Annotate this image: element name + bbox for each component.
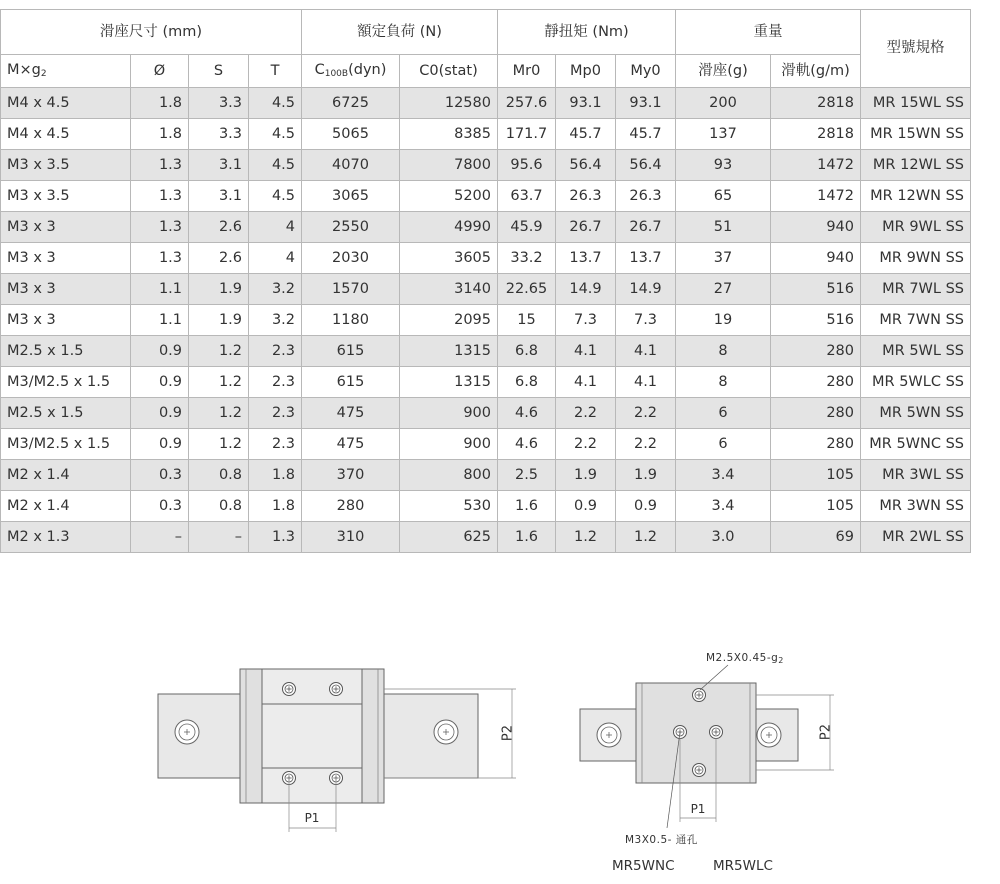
slider-screw-icon	[710, 726, 723, 739]
cell-slider-weight: 6	[676, 398, 771, 429]
col-mr0: Mr0	[498, 55, 556, 88]
cell-rail-weight: 105	[771, 460, 861, 491]
cell-c-dyn: 1570	[302, 274, 400, 305]
cell-t: 1.8	[249, 491, 302, 522]
cell-phi: 0.9	[131, 398, 189, 429]
cell-rail-weight: 280	[771, 429, 861, 460]
cell-mp0: 2.2	[556, 429, 616, 460]
cell-c-dyn: 3065	[302, 181, 400, 212]
cell-my0: 45.7	[616, 119, 676, 150]
cell-mr0: 4.6	[498, 429, 556, 460]
col-mxg2: M×g2	[1, 55, 131, 88]
cell-model: MR 15WN SS	[861, 119, 971, 150]
cell-rail-weight: 280	[771, 398, 861, 429]
cell-t: 4	[249, 212, 302, 243]
cell-my0: 1.9	[616, 460, 676, 491]
cell-my0: 7.3	[616, 305, 676, 336]
cell-phi: 1.8	[131, 88, 189, 119]
cell-mr0: 2.5	[498, 460, 556, 491]
cell-s: 1.2	[189, 367, 249, 398]
cell-model: MR 9WL SS	[861, 212, 971, 243]
cell-my0: 2.2	[616, 398, 676, 429]
cell-my0: 4.1	[616, 367, 676, 398]
cell-model: MR 9WN SS	[861, 243, 971, 274]
cell-model: MR 15WL SS	[861, 88, 971, 119]
cell-c-dyn: 615	[302, 336, 400, 367]
cell-c-dyn: 310	[302, 522, 400, 553]
cell-phi: 0.9	[131, 367, 189, 398]
cell-t: 4	[249, 243, 302, 274]
cell-c0-stat: 8385	[400, 119, 498, 150]
cell-c-dyn: 2030	[302, 243, 400, 274]
cell-c0-stat: 3140	[400, 274, 498, 305]
cell-model: MR 2WL SS	[861, 522, 971, 553]
cell-t: 2.3	[249, 429, 302, 460]
cell-s: 3.3	[189, 88, 249, 119]
cell-my0: 56.4	[616, 150, 676, 181]
cell-mxg2: M3 x 3	[1, 305, 131, 336]
cell-rail-weight: 2818	[771, 88, 861, 119]
group-weight: 重量	[676, 10, 861, 55]
group-model: 型號規格	[861, 10, 971, 88]
cell-slider-weight: 37	[676, 243, 771, 274]
cell-c0-stat: 900	[400, 429, 498, 460]
cell-mr0: 6.8	[498, 367, 556, 398]
group-rated-load: 額定負荷 (N)	[302, 10, 498, 55]
cell-mr0: 257.6	[498, 88, 556, 119]
cell-c-dyn: 4070	[302, 150, 400, 181]
cell-t: 2.3	[249, 336, 302, 367]
cell-mp0: 0.9	[556, 491, 616, 522]
cell-my0: 4.1	[616, 336, 676, 367]
cell-model: MR 5WL SS	[861, 336, 971, 367]
cell-my0: 1.2	[616, 522, 676, 553]
cell-mp0: 26.7	[556, 212, 616, 243]
group-static-moment: 靜扭矩 (Nm)	[498, 10, 676, 55]
cell-mxg2: M2.5 x 1.5	[1, 398, 131, 429]
cell-slider-weight: 3.4	[676, 491, 771, 522]
cell-slider-weight: 137	[676, 119, 771, 150]
cell-c0-stat: 12580	[400, 88, 498, 119]
cell-rail-weight: 1472	[771, 181, 861, 212]
cell-mr0: 45.9	[498, 212, 556, 243]
cell-c0-stat: 4990	[400, 212, 498, 243]
cell-c0-stat: 625	[400, 522, 498, 553]
cell-my0: 93.1	[616, 88, 676, 119]
cell-s: 2.6	[189, 212, 249, 243]
cell-my0: 2.2	[616, 429, 676, 460]
cell-c-dyn: 2550	[302, 212, 400, 243]
cell-rail-weight: 516	[771, 274, 861, 305]
cell-s: –	[189, 522, 249, 553]
cell-mxg2: M3/M2.5 x 1.5	[1, 429, 131, 460]
cell-c-dyn: 615	[302, 367, 400, 398]
cell-mp0: 45.7	[556, 119, 616, 150]
cell-s: 1.9	[189, 274, 249, 305]
cell-rail-weight: 2818	[771, 119, 861, 150]
slider-screw-icon	[330, 683, 343, 696]
cell-phi: 1.8	[131, 119, 189, 150]
cell-c-dyn: 475	[302, 398, 400, 429]
col-t: T	[249, 55, 302, 88]
col-mp0: Mp0	[556, 55, 616, 88]
cell-mr0: 4.6	[498, 398, 556, 429]
cell-mr0: 33.2	[498, 243, 556, 274]
cell-t: 1.8	[249, 460, 302, 491]
cell-phi: 1.3	[131, 212, 189, 243]
cell-mp0: 4.1	[556, 367, 616, 398]
cell-t: 3.2	[249, 274, 302, 305]
cell-s: 0.8	[189, 491, 249, 522]
cell-mr0: 22.65	[498, 274, 556, 305]
cell-c0-stat: 900	[400, 398, 498, 429]
cell-s: 1.2	[189, 336, 249, 367]
col-my0: My0	[616, 55, 676, 88]
cell-mp0: 1.9	[556, 460, 616, 491]
cell-slider-weight: 3.0	[676, 522, 771, 553]
cell-c-dyn: 1180	[302, 305, 400, 336]
cell-s: 3.1	[189, 181, 249, 212]
cell-slider-weight: 19	[676, 305, 771, 336]
cell-mp0: 7.3	[556, 305, 616, 336]
cell-rail-weight: 280	[771, 367, 861, 398]
left-drawing	[158, 669, 516, 832]
slider-screw-icon	[693, 764, 706, 777]
cell-mr0: 1.6	[498, 522, 556, 553]
cell-rail-weight: 1472	[771, 150, 861, 181]
cell-t: 2.3	[249, 398, 302, 429]
cell-c-dyn: 6725	[302, 88, 400, 119]
cell-c0-stat: 800	[400, 460, 498, 491]
cell-my0: 13.7	[616, 243, 676, 274]
cell-c0-stat: 530	[400, 491, 498, 522]
cell-rail-weight: 940	[771, 243, 861, 274]
right-hole-note: M3X0.5- 通孔	[625, 834, 698, 846]
cell-c-dyn: 475	[302, 429, 400, 460]
col-c-dyn: C100B(dyn)	[302, 55, 400, 88]
cell-s: 3.1	[189, 150, 249, 181]
cell-mr0: 95.6	[498, 150, 556, 181]
cell-slider-weight: 3.4	[676, 460, 771, 491]
cell-model: MR 3WN SS	[861, 491, 971, 522]
cell-mxg2: M3 x 3	[1, 274, 131, 305]
cell-s: 1.2	[189, 398, 249, 429]
cell-s: 3.3	[189, 119, 249, 150]
cell-rail-weight: 69	[771, 522, 861, 553]
cell-s: 1.2	[189, 429, 249, 460]
rail-hole-icon	[434, 720, 458, 744]
col-slider-weight: 滑座(g)	[676, 55, 771, 88]
cell-mp0: 26.3	[556, 181, 616, 212]
cell-t: 4.5	[249, 88, 302, 119]
cell-c0-stat: 1315	[400, 336, 498, 367]
cell-slider-weight: 8	[676, 336, 771, 367]
cell-mxg2: M2.5 x 1.5	[1, 336, 131, 367]
cell-t: 4.5	[249, 119, 302, 150]
cell-model: MR 5WNC SS	[861, 429, 971, 460]
cell-rail-weight: 105	[771, 491, 861, 522]
cell-t: 2.3	[249, 367, 302, 398]
slider-screw-icon	[693, 689, 706, 702]
cell-phi: 0.3	[131, 460, 189, 491]
cell-mp0: 4.1	[556, 336, 616, 367]
col-rail-weight: 滑軌(g/m)	[771, 55, 861, 88]
cell-mr0: 6.8	[498, 336, 556, 367]
cell-mr0: 171.7	[498, 119, 556, 150]
cell-model: MR 12WN SS	[861, 181, 971, 212]
cell-t: 1.3	[249, 522, 302, 553]
cell-model: MR 5WN SS	[861, 398, 971, 429]
rail-hole-icon	[175, 720, 199, 744]
cell-phi: 1.1	[131, 274, 189, 305]
left-p1-label: P1	[304, 811, 320, 825]
cell-mp0: 1.2	[556, 522, 616, 553]
cell-slider-weight: 51	[676, 212, 771, 243]
cell-mxg2: M3 x 3.5	[1, 181, 131, 212]
cell-s: 1.9	[189, 305, 249, 336]
cell-slider-weight: 27	[676, 274, 771, 305]
cell-c0-stat: 7800	[400, 150, 498, 181]
cell-phi: 1.1	[131, 305, 189, 336]
col-c0-stat: C0(stat)	[400, 55, 498, 88]
cell-mxg2: M2 x 1.4	[1, 491, 131, 522]
cell-phi: 1.3	[131, 150, 189, 181]
right-p1-label: P1	[690, 802, 706, 816]
cell-phi: 1.3	[131, 181, 189, 212]
cell-mp0: 13.7	[556, 243, 616, 274]
cell-mp0: 14.9	[556, 274, 616, 305]
cell-c0-stat: 1315	[400, 367, 498, 398]
cell-mp0: 2.2	[556, 398, 616, 429]
rail-hole-icon	[757, 723, 781, 747]
right-drawing	[580, 652, 834, 874]
cell-mxg2: M4 x 4.5	[1, 88, 131, 119]
cell-my0: 0.9	[616, 491, 676, 522]
cell-mxg2: M3 x 3	[1, 243, 131, 274]
cell-mxg2: M2 x 1.4	[1, 460, 131, 491]
cell-phi: 0.9	[131, 429, 189, 460]
cell-t: 3.2	[249, 305, 302, 336]
cell-c-dyn: 370	[302, 460, 400, 491]
cell-s: 0.8	[189, 460, 249, 491]
cell-model: MR 12WL SS	[861, 150, 971, 181]
cell-t: 4.5	[249, 150, 302, 181]
cell-model: MR 7WL SS	[861, 274, 971, 305]
col-s: S	[189, 55, 249, 88]
right-p2-label: P2	[818, 723, 834, 741]
col-phi: Ø	[131, 55, 189, 88]
cell-c0-stat: 2095	[400, 305, 498, 336]
rail-hole-icon	[597, 723, 621, 747]
cell-rail-weight: 516	[771, 305, 861, 336]
cell-rail-weight: 940	[771, 212, 861, 243]
cell-s: 2.6	[189, 243, 249, 274]
cell-mp0: 93.1	[556, 88, 616, 119]
cell-c0-stat: 5200	[400, 181, 498, 212]
cell-slider-weight: 6	[676, 429, 771, 460]
cell-phi: 0.3	[131, 491, 189, 522]
cell-slider-weight: 65	[676, 181, 771, 212]
cell-model: MR 5WLC SS	[861, 367, 971, 398]
cell-mxg2: M3 x 3	[1, 212, 131, 243]
cell-mxg2: M2 x 1.3	[1, 522, 131, 553]
cell-mr0: 15	[498, 305, 556, 336]
cell-my0: 14.9	[616, 274, 676, 305]
cell-phi: 1.3	[131, 243, 189, 274]
cell-mr0: 63.7	[498, 181, 556, 212]
cell-c0-stat: 3605	[400, 243, 498, 274]
cell-t: 4.5	[249, 181, 302, 212]
cell-mr0: 1.6	[498, 491, 556, 522]
cell-model: MR 3WL SS	[861, 460, 971, 491]
cell-rail-weight: 280	[771, 336, 861, 367]
right-model-b: MR5WLC	[713, 858, 773, 874]
cell-mxg2: M4 x 4.5	[1, 119, 131, 150]
cell-slider-weight: 200	[676, 88, 771, 119]
cell-phi: 0.9	[131, 336, 189, 367]
cell-c-dyn: 280	[302, 491, 400, 522]
cell-c-dyn: 5065	[302, 119, 400, 150]
slider-screw-icon	[283, 683, 296, 696]
right-model-a: MR5WNC	[612, 858, 675, 874]
cell-slider-weight: 93	[676, 150, 771, 181]
group-slider-size: 滑座尺寸 (mm)	[1, 10, 302, 55]
cell-mxg2: M3 x 3.5	[1, 150, 131, 181]
cell-mp0: 56.4	[556, 150, 616, 181]
cell-slider-weight: 8	[676, 367, 771, 398]
cell-phi: –	[131, 522, 189, 553]
cell-model: MR 7WN SS	[861, 305, 971, 336]
left-p2-label: P2	[500, 724, 516, 742]
cell-my0: 26.7	[616, 212, 676, 243]
cell-mxg2: M3/M2.5 x 1.5	[1, 367, 131, 398]
right-thread-label: M2.5X0.45-g2	[706, 652, 784, 665]
cell-my0: 26.3	[616, 181, 676, 212]
